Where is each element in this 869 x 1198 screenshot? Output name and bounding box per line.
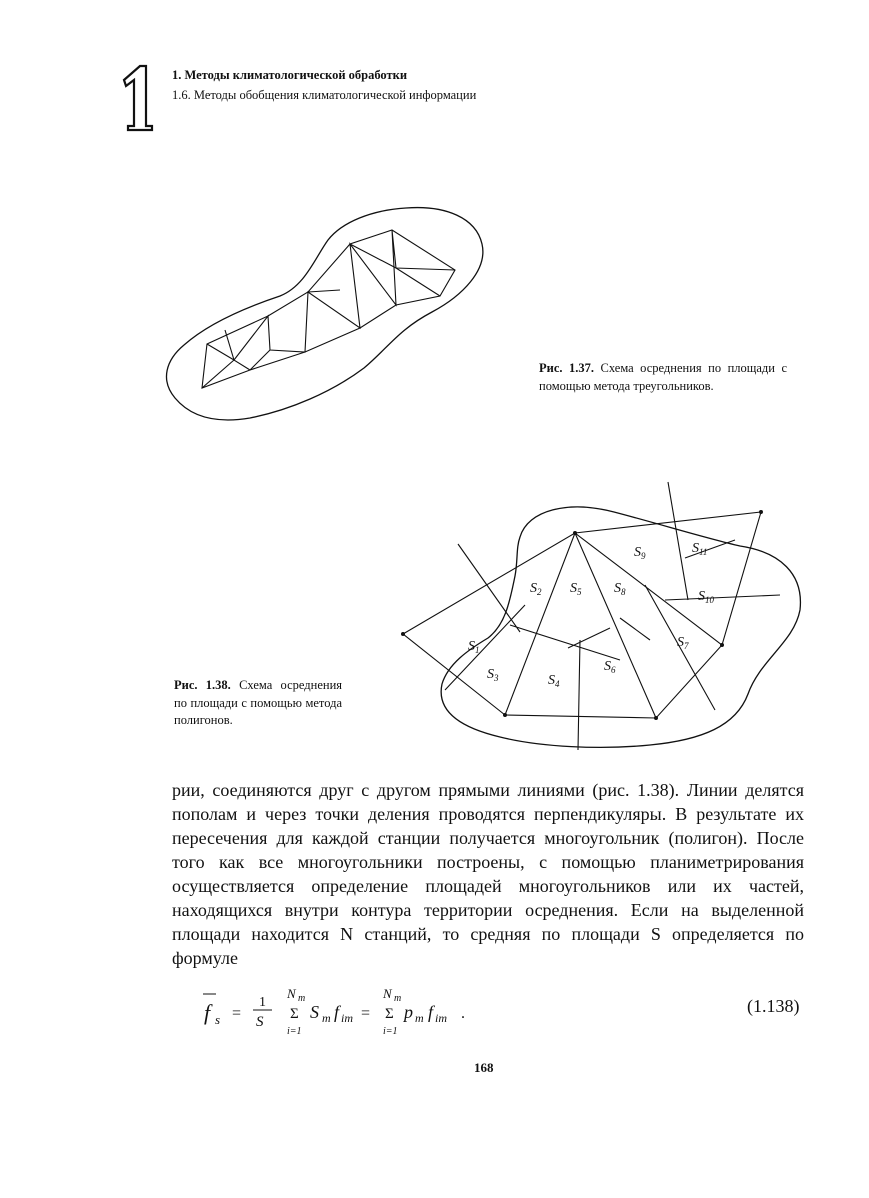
formula-sum1-top: N [287, 986, 296, 1001]
formula-sum2-bottom: i=1 [383, 1026, 398, 1037]
region-s5: $S_5$ [570, 581, 582, 597]
region-s4: $S_4$ [548, 673, 560, 689]
formula-frac-num: 1 [259, 995, 266, 1010]
svg-text:.: . [461, 1005, 465, 1022]
svg-text:p: p [404, 1002, 413, 1022]
region-s7: $S_7$ [677, 635, 689, 651]
svg-text:S: S [310, 1002, 319, 1022]
formula-lhs: f [204, 1000, 211, 1025]
svg-text:im: im [341, 1011, 353, 1025]
region-s8: $S_8$ [614, 581, 626, 597]
section-title: 1.6. Методы обобщения климатологической информации [172, 88, 477, 102]
formula-number: (1.138) [747, 996, 800, 1016]
body-paragraph: рии, соединяются друг с другом прямыми линиями (рис. 1.38). Линии делятся пополам и через точки деления проводятся перпендикуляры. В результате их пересечения для каждой станции получается многоугольник (полигон). После того как все многоугольники построены, с помощью планиметрирования осуществляется определение площадей многоугольников или их частей, находящихся внутри контура территории осреднения. Если на выделенной площади находится N станций, то средняя по площади S определяется по формуле [172, 780, 804, 968]
formula-lhs-sub: s [215, 1012, 221, 1027]
page-number: 168 [474, 1060, 494, 1075]
figure-triangles [160, 200, 500, 430]
figure-1-38-caption [174, 677, 342, 730]
formula-sum1-bottom: i=1 [287, 1026, 302, 1037]
formula-eq2: = [361, 1005, 371, 1022]
figure-1-38-label: Рис. 1.38. [174, 678, 231, 692]
figure-1-38-text: Схема осреднения по площади с помощью метода полигонов. [174, 678, 343, 727]
region-s1: $S_1$ [468, 639, 480, 655]
formula-eq1: = [232, 1005, 242, 1022]
svg-text:m: m [394, 993, 402, 1004]
figure-polygons [396, 476, 816, 760]
region-s11: $S_{11}$ [692, 541, 708, 557]
region-s2: $S_2$ [530, 581, 542, 597]
svg-text:m: m [415, 1011, 424, 1025]
figure-1-37-caption [539, 360, 787, 395]
formula-sum1: Σ [290, 1006, 299, 1022]
formula-sum2-top: N [383, 986, 392, 1001]
svg-text:f: f [428, 1002, 434, 1022]
formula-sum2: Σ [385, 1006, 394, 1022]
chapter-number [116, 62, 156, 132]
figure-1-37-text: Схема осреднения по площади с помощью метода треугольников. [539, 361, 788, 393]
region-s3: $S_3$ [487, 667, 499, 683]
svg-text:m: m [298, 993, 306, 1004]
region-s9: $S_9$ [634, 545, 646, 561]
formula-frac-den: S [256, 1014, 264, 1030]
svg-text:f: f [334, 1002, 340, 1022]
chapter-title: 1. Методы климатологической обработки [172, 68, 408, 82]
region-s10: $S_{10}$ [698, 589, 714, 605]
formula-1-138 [0, 978, 869, 1048]
svg-text:im: im [435, 1011, 447, 1025]
figure-1-37-label: Рис. 1.37. [539, 361, 594, 375]
svg-text:m: m [322, 1011, 331, 1025]
region-s6: $S_6$ [604, 659, 616, 675]
